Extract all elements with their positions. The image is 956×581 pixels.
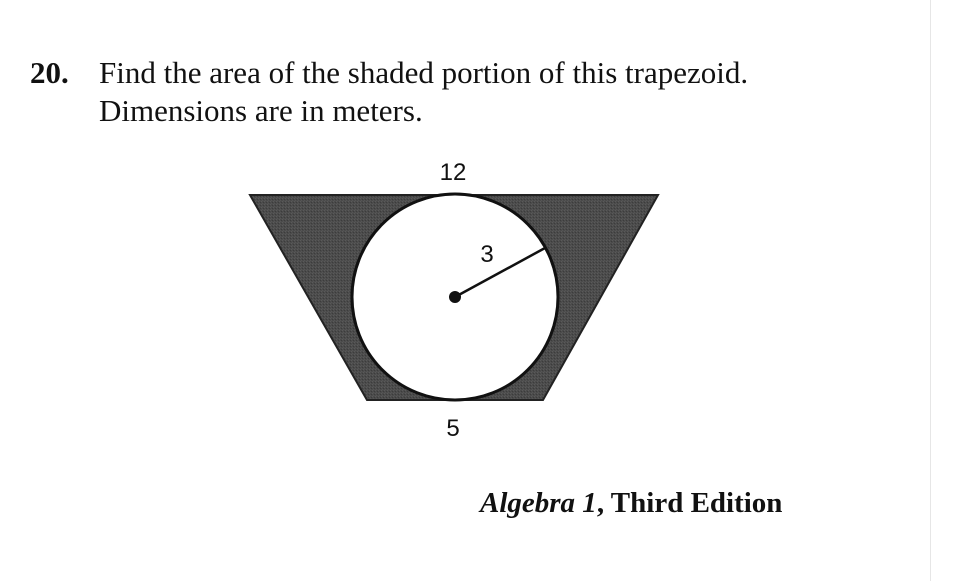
problem-number: 20.	[30, 55, 69, 90]
book-edition: , Third Edition	[596, 487, 783, 519]
book-title: Algebra 1	[480, 487, 597, 519]
problem-line-1: Find the area of the shaded portion of this trapezoid.	[99, 55, 749, 90]
radius-label: 3	[480, 241, 494, 268]
problem-line-2: Dimensions are in meters.	[99, 93, 423, 128]
bottom-base-label: 5	[446, 415, 460, 442]
center-dot	[449, 291, 461, 303]
top-base-label: 12	[439, 159, 467, 186]
source-citation	[480, 487, 782, 520]
